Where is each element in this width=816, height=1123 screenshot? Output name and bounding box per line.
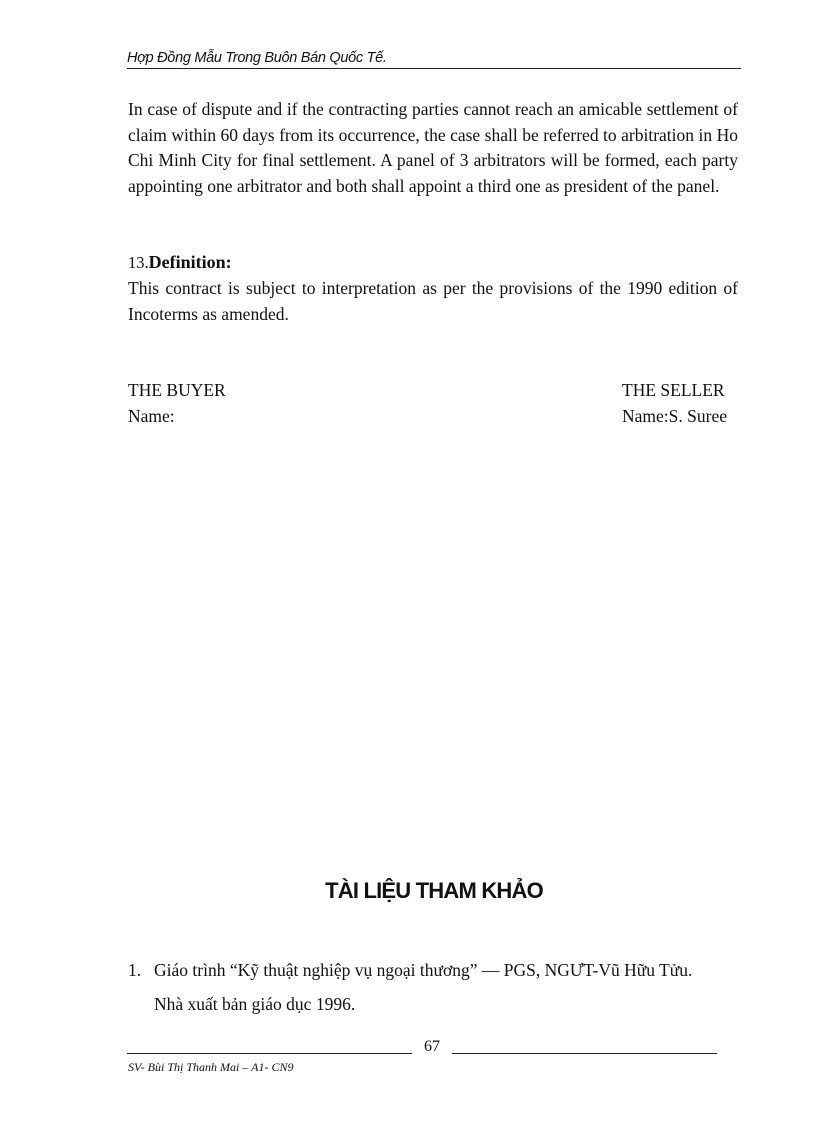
seller-label: THE SELLER	[622, 380, 725, 400]
page-header	[127, 48, 741, 69]
reference-line-1: Giáo trình “Kỹ thuật nghiệp vụ ngoại thương” — PGS, NGƯT-Vũ Hữu Tửu.	[154, 960, 693, 980]
header-title: Hợp Đồng Mẫu Trong Buôn Bán Quốc Tế.	[127, 50, 387, 66]
seller-name: Name:S. Suree	[622, 406, 727, 426]
footer-author: SV- Bùi Thị Thanh Mai – A1- CN9	[128, 1060, 294, 1074]
page-number: 67	[412, 1038, 452, 1056]
arbitration-paragraph: In case of dispute and if the contracting parties cannot reach an amicable settlement of claim within 60 days from its occurrence, the case shall be referred to arbitration in Ho Chi Minh City for final settlement. A panel of 3 arbitrators will be formed, each party appointing one arbitrator and both shall appoint a third one as president of the panel.	[128, 99, 738, 196]
buyer-signature-block	[128, 377, 226, 429]
reference-number: 1.	[128, 960, 142, 980]
section-13-title: Definition:	[148, 252, 232, 272]
section-13-number: 13.	[128, 253, 149, 272]
reference-line-2: Nhà xuất bản giáo dục 1996.	[154, 994, 356, 1014]
seller-signature-block	[622, 377, 727, 429]
references-title: TÀI LIỆU THAM KHẢO	[325, 878, 543, 903]
buyer-label: THE BUYER	[128, 380, 226, 400]
section-13-heading	[128, 250, 232, 275]
definition-paragraph: This contract is subject to interpretation as per the provisions of the 1990 edition of Incoterms as amended.	[128, 278, 738, 324]
buyer-name: Name:	[128, 406, 175, 426]
